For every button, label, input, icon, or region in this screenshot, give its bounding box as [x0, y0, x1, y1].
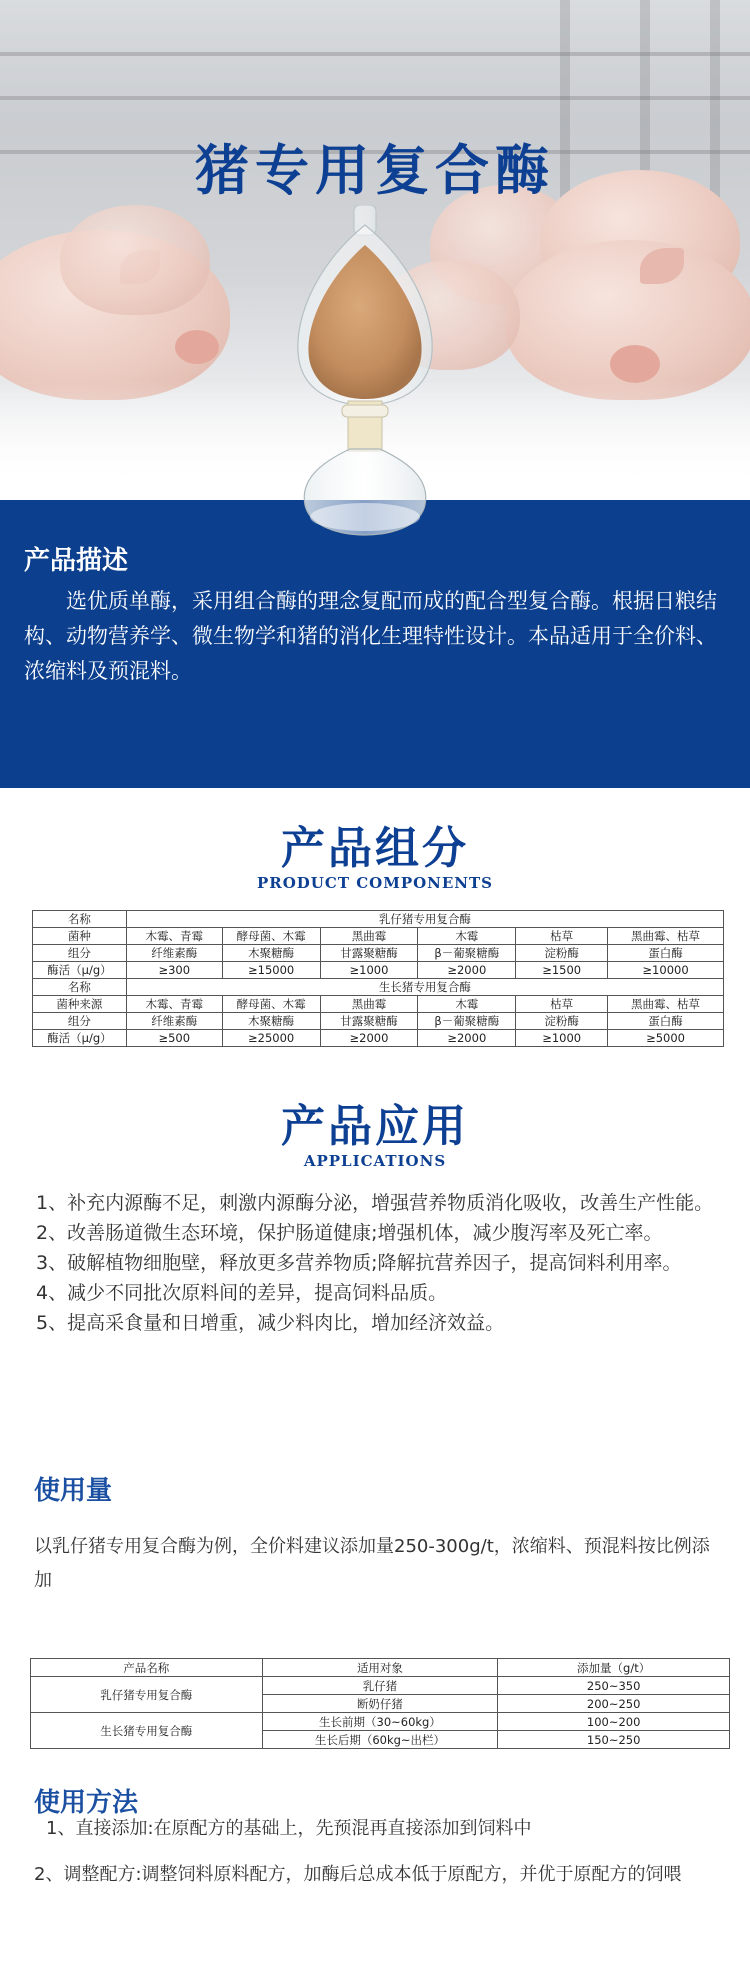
- components-subtitle: PRODUCT COMPONENTS: [256, 874, 494, 892]
- table-cell: ≥5000: [608, 1030, 724, 1047]
- table-row: [33, 996, 724, 1013]
- table-cell: ≥15000: [222, 962, 320, 979]
- barn-rail: [0, 52, 750, 56]
- table-cell: 名称: [33, 979, 127, 996]
- table-cell: 木聚糖酶: [222, 945, 320, 962]
- table-row: [33, 962, 724, 979]
- table-cell: 木霉: [418, 928, 516, 945]
- table-cell: 蛋白酶: [608, 1013, 724, 1030]
- list-item: 1、补充内源酶不足，刺激内源酶分泌，增强营养物质消化吸收，改善生产性能。: [36, 1192, 714, 1214]
- table-cell: 组分: [33, 945, 127, 962]
- table-row: [33, 945, 724, 962]
- list-item: 1、直接添加:在原配方的基础上，先预混再直接添加到饲料中: [46, 1818, 532, 1839]
- table-cell: ≥1000: [516, 1030, 608, 1047]
- table-row: [33, 928, 724, 945]
- table-cell: 甘露聚糖酶: [320, 945, 418, 962]
- table-cell: β－葡聚糖酶: [418, 945, 516, 962]
- table-cell: ≥300: [126, 962, 222, 979]
- table-cell: 纤维素酶: [126, 945, 222, 962]
- method-list: [34, 1813, 724, 1899]
- table-cell: 淀粉酶: [516, 1013, 608, 1030]
- table-cell: 淀粉酶: [516, 945, 608, 962]
- table-cell: ≥10000: [608, 962, 724, 979]
- list-item: 2、改善肠道微生态环境，保护肠道健康;增强机体，减少腹泻率及死亡率。: [36, 1222, 663, 1244]
- table-row: [33, 1030, 724, 1047]
- table-row: [33, 911, 724, 928]
- table-header: 添加量（g/t）: [498, 1659, 730, 1677]
- table-cell: 酵母菌、木霉: [222, 996, 320, 1013]
- table-cell: ≥2000: [418, 962, 516, 979]
- table-cell: 生长后期（60kg~出栏）: [262, 1731, 498, 1749]
- table-cell: β－葡聚糖酶: [418, 1013, 516, 1030]
- table-cell: 甘露聚糖酶: [320, 1013, 418, 1030]
- product-flask-image: [280, 205, 450, 545]
- table-row: [31, 1713, 730, 1731]
- applications-title: 产品应用: [281, 1101, 469, 1152]
- table-cell: 酶活（μ/g）: [33, 1030, 127, 1047]
- table-cell: ≥2000: [320, 1030, 418, 1047]
- table-cell: ≥2000: [418, 1030, 516, 1047]
- method-title: 使用方法: [34, 1788, 139, 1818]
- table-header: 适用对象: [262, 1659, 498, 1677]
- table-header-row: [31, 1659, 730, 1677]
- table-cell: 黑曲霉: [320, 928, 418, 945]
- table-cell: 黑曲霉、枯草: [608, 928, 724, 945]
- list-item: 2、调整配方:调整饲料原料配方，加酶后总成本低于原配方，并优于原配方的饲喂: [34, 1864, 682, 1885]
- table-cell: 蛋白酶: [608, 945, 724, 962]
- table-cell: 生长前期（30~60kg）: [262, 1713, 498, 1731]
- table-cell: 酶活（μ/g）: [33, 962, 127, 979]
- table-cell: 250~350: [498, 1677, 730, 1695]
- table-cell: ≥25000: [222, 1030, 320, 1047]
- list-item: 3、破解植物细胞壁，释放更多营养物质;降解抗营养因子，提高饲料利用率。: [36, 1252, 682, 1274]
- components-title: 产品组分: [281, 823, 469, 874]
- table-cell: 100~200: [498, 1713, 730, 1731]
- list-item: 4、减少不同批次原料间的差异，提高饲料品质。: [36, 1282, 448, 1304]
- usage-text: 以乳仔猪专用复合酶为例，全价料建议添加量250-300g/t，浓缩料、预混料按比例添加: [34, 1536, 710, 1591]
- table-cell: 乳仔猪: [262, 1677, 498, 1695]
- usage-title: 使用量: [34, 1476, 113, 1506]
- table-cell: 乳仔猪专用复合酶: [126, 911, 723, 928]
- table-cell: ≥500: [126, 1030, 222, 1047]
- table-header: 产品名称: [31, 1659, 263, 1677]
- table-cell: 枯草: [516, 928, 608, 945]
- table-cell: 黑曲霉、枯草: [608, 996, 724, 1013]
- table-cell: 组分: [33, 1013, 127, 1030]
- table-cell: 纤维素酶: [126, 1013, 222, 1030]
- table-cell: 名称: [33, 911, 127, 928]
- applications-list: [36, 1188, 726, 1338]
- table-cell: 木霉、青霉: [126, 928, 222, 945]
- pig-illustration: [60, 205, 210, 315]
- pig-snout: [175, 330, 219, 364]
- components-table: [32, 910, 724, 1047]
- table-row: [33, 1013, 724, 1030]
- table-cell: 200~250: [498, 1695, 730, 1713]
- table-cell: 枯草: [516, 996, 608, 1013]
- table-cell: 150~250: [498, 1731, 730, 1749]
- table-cell: 酵母菌、木霉: [222, 928, 320, 945]
- table-cell: 木聚糖酶: [222, 1013, 320, 1030]
- table-cell: 乳仔猪专用复合酶: [31, 1677, 263, 1713]
- applications-subtitle: APPLICATIONS: [303, 1152, 447, 1170]
- table-cell: 木霉: [418, 996, 516, 1013]
- description-title: 产品描述: [24, 546, 129, 576]
- table-cell: 断奶仔猪: [262, 1695, 498, 1713]
- table-cell: 生长猪专用复合酶: [31, 1713, 263, 1749]
- description-text: 选优质单酶，采用组合酶的理念复配而成的配合型复合酶。根据日粮结构、动物营养学、微生物学和猪的消化生理特性设计。本品适用于全价料、浓缩料及预混料。: [24, 589, 717, 683]
- table-cell: 生长猪专用复合酶: [126, 979, 723, 996]
- table-cell: 菌种: [33, 928, 127, 945]
- table-cell: 菌种来源: [33, 996, 127, 1013]
- table-row: [33, 979, 724, 996]
- dosage-table: [30, 1658, 730, 1749]
- pig-snout: [610, 345, 660, 383]
- table-row: [31, 1677, 730, 1695]
- barn-rail: [0, 96, 750, 100]
- table-cell: 黑曲霉: [320, 996, 418, 1013]
- hero-title: 猪专用复合酶: [195, 139, 555, 202]
- list-item: 5、提高采食量和日增重，减少料肉比，增加经济效益。: [36, 1312, 505, 1334]
- table-cell: ≥1500: [516, 962, 608, 979]
- table-cell: 木霉、青霉: [126, 996, 222, 1013]
- table-cell: ≥1000: [320, 962, 418, 979]
